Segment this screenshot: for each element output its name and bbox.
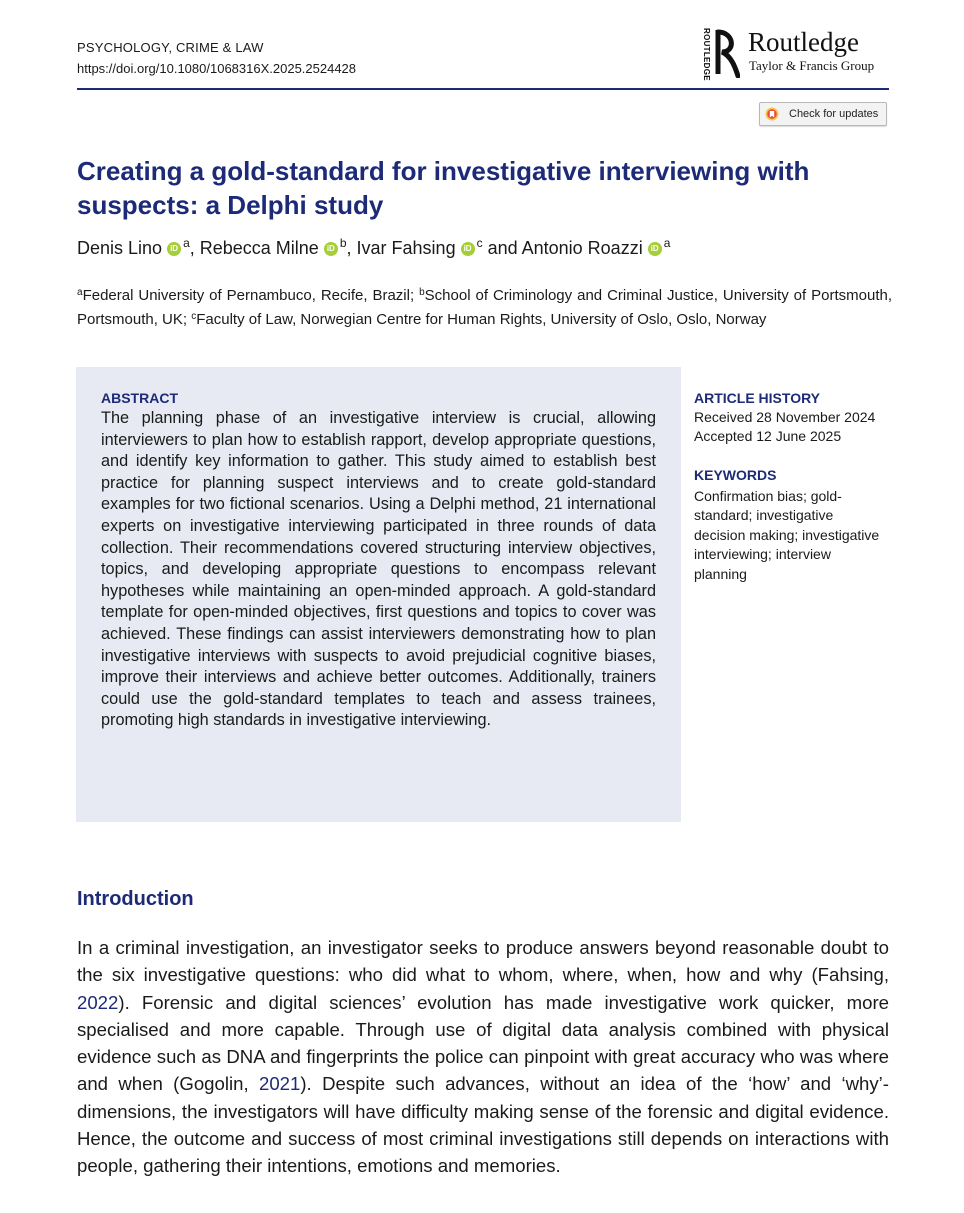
- journal-name: PSYCHOLOGY, CRIME & LAW: [77, 40, 264, 55]
- intro-text: ). Despite such advances, without an idea of the ‘how’ and ‘why’- dimensions, the investigators will have difficulty making sense of the forensic and digital evidence. Hence, the outcome and success of most criminal investigations still depends on interactions with people, gathering their intentions, emotions and memories.: [77, 1073, 890, 1177]
- article-history-heading: ARTICLE HISTORY: [694, 390, 821, 406]
- author-affiliation-sup: b: [339, 236, 347, 250]
- author-name[interactable]: Rebecca Milne: [199, 238, 319, 258]
- author-list: [77, 236, 670, 259]
- article-title: Creating a gold-standard for investigative interviewing with suspects: a Delphi study: [77, 156, 810, 220]
- keywords-text: Confirmation bias; gold-standard; investigative decision making; investigative interviewing; interview planning: [694, 488, 880, 582]
- header-rule: [77, 88, 889, 90]
- affiliation-sup: c: [191, 311, 197, 322]
- affiliation-text: Faculty of Law, Norwegian Centre for Human Rights, University of Oslo, Oslo, Norway: [196, 311, 767, 328]
- publisher-name: Routledge: [748, 27, 859, 57]
- affiliation-sup: a: [77, 287, 83, 298]
- routledge-mark-icon: [714, 26, 740, 78]
- author-affiliation-sup: a: [183, 236, 190, 250]
- intro-text: In a criminal investigation, an investigator seeks to produce answers beyond reasonable doubt to the six investigative questions: who did what to whom, where, when, how and why (Fahsing,: [77, 937, 889, 986]
- abstract-heading: ABSTRACT: [101, 390, 178, 406]
- abstract-text: The planning phase of an investigative interview is crucial, allowing interviewers to plan how to establish rapport, develop appropriate questions, and identify key information to gather. This study aimed to establish best practice for planning suspect interviews and to create gold-standard examples for two fictional scenarios. Using a Delphi method, 21 international experts on investigative interviewing participated in three rounds of data collection. Their recommendations covered structuring interview objectives, topics, and developing appropriate questions to encompass relevant hypotheses while maintaining an open-minded approach. A gold-standard template for open-minded objectives, first questions and topics to cover was achieved. These findings can assist interviewers demonstrating how to plan investigative interviews with suspects to avoid prejudicial cognitive biases, improve their interviews and achieve better outcomes. Additionally, trainers could use the gold-standard templates to teach and assess trainees, promoting high standards in investigative interviewing.: [101, 409, 656, 730]
- logo-vertical-text: ROUTLEDGE: [702, 28, 711, 81]
- affiliation-sup: b: [419, 287, 425, 298]
- author-name[interactable]: Antonio Roazzi: [521, 238, 643, 258]
- affiliation-text: Federal University of Pernambuco, Recife, Brazil;: [82, 287, 420, 304]
- citation-link[interactable]: 2021: [258, 1073, 301, 1095]
- author-name[interactable]: Denis Lino: [77, 238, 163, 258]
- citation-link[interactable]: 2022: [77, 991, 119, 1013]
- intro-text: ). Forensic and digital sciences’ evolution has made investigative work quicker, more specialised and more capable. Through use of digital data analysis combined with physical evidence such as DNA and fingerprints the police can pinpoint with great accuracy who was where and when (Gogolin,: [77, 991, 889, 1095]
- author-affiliation-sup: c: [476, 236, 483, 250]
- affiliation-text: School of Criminology and Criminal Justice, University of Portsmouth, Portsmouth, UK;: [77, 287, 893, 328]
- doi-link[interactable]: https://doi.org/10.1080/1068316X.2025.2524428: [77, 61, 357, 76]
- check-updates-icon: [765, 107, 779, 121]
- orcid-icon[interactable]: iD: [167, 242, 181, 256]
- author-separator: ,: [189, 238, 200, 258]
- introduction-heading: Introduction: [77, 888, 194, 910]
- check-for-updates-button[interactable]: [759, 102, 887, 126]
- check-updates-label: Check for updates: [789, 108, 879, 120]
- author-name[interactable]: Ivar Fahsing: [356, 238, 456, 258]
- orcid-icon[interactable]: iD: [324, 242, 338, 256]
- author-affiliation-sup: a: [663, 236, 671, 250]
- routledge-logo[interactable]: [700, 26, 890, 80]
- orcid-icon[interactable]: iD: [648, 242, 662, 256]
- affiliations: [77, 282, 892, 330]
- orcid-icon[interactable]: iD: [461, 242, 475, 256]
- keywords-heading: KEYWORDS: [694, 467, 777, 483]
- author-separator: and: [482, 238, 522, 258]
- received-date: Received 28 November 2024: [694, 409, 876, 425]
- accepted-date: Accepted 12 June 2025: [694, 428, 842, 444]
- publisher-group: Taylor & Francis Group: [749, 58, 875, 73]
- author-separator: ,: [346, 238, 357, 258]
- introduction-paragraph: [77, 934, 889, 1180]
